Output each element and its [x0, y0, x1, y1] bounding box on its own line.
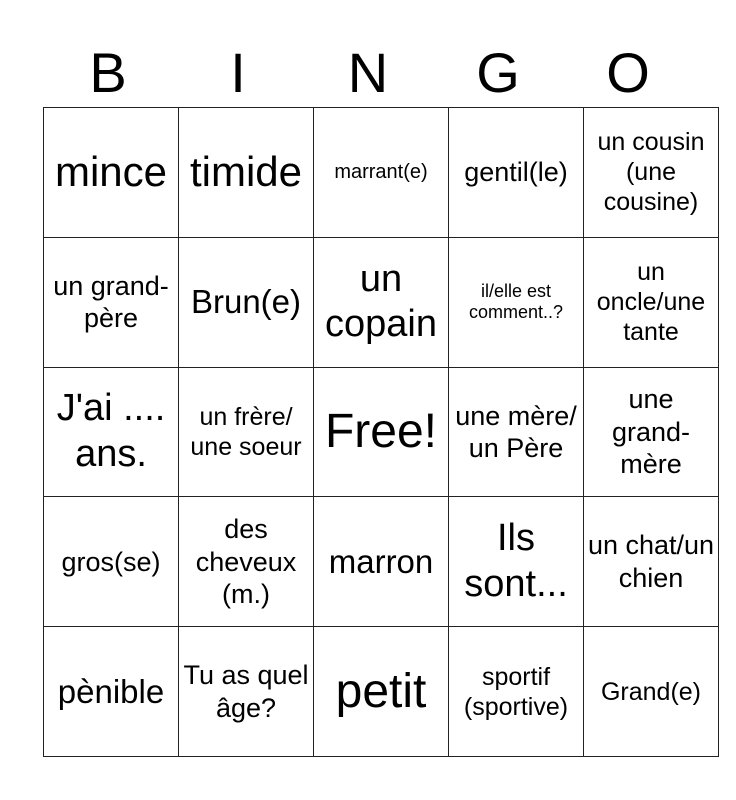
bingo-cell[interactable]: un copain — [314, 237, 449, 367]
bingo-cell[interactable]: Ils sont... — [449, 497, 584, 627]
bingo-cell[interactable]: une grand-mère — [584, 367, 719, 497]
header-letter-i: I — [230, 41, 246, 104]
bingo-cell[interactable]: une mère/ un Père — [449, 367, 584, 497]
bingo-cell[interactable]: un cousin (une cousine) — [584, 108, 719, 238]
header-letter-n: N — [347, 41, 389, 104]
bingo-cell[interactable]: sportif (sportive) — [449, 627, 584, 757]
header-letter-b: B — [89, 41, 127, 104]
bingo-cell[interactable]: des cheveux (m.) — [179, 497, 314, 627]
bingo-cell[interactable]: Brun(e) — [179, 237, 314, 367]
bingo-cell[interactable]: Tu as quel âge? — [179, 627, 314, 757]
bingo-cell[interactable]: un oncle/une tante — [584, 237, 719, 367]
bingo-cell[interactable]: il/elle est comment..? — [449, 237, 584, 367]
free-space-cell[interactable]: Free! — [314, 367, 449, 497]
bingo-cell[interactable]: petit — [314, 627, 449, 757]
grid-row — [44, 627, 719, 757]
bingo-cell[interactable]: timide — [179, 108, 314, 238]
bingo-cell[interactable]: mince — [44, 108, 179, 238]
bingo-cell[interactable]: gros(se) — [44, 497, 179, 627]
grid-row — [44, 237, 719, 367]
bingo-cell[interactable]: pènible — [44, 627, 179, 757]
grid-row — [44, 367, 719, 497]
header-letter-o: O — [606, 41, 650, 104]
bingo-cell[interactable]: J'ai .... ans. — [44, 367, 179, 497]
bingo-cell[interactable]: gentil(le) — [449, 108, 584, 238]
bingo-grid — [43, 107, 719, 757]
grid-row — [44, 497, 719, 627]
bingo-cell[interactable]: un grand-père — [44, 237, 179, 367]
bingo-cell[interactable]: marrant(e) — [314, 108, 449, 238]
bingo-header — [43, 40, 693, 106]
bingo-cell[interactable]: Grand(e) — [584, 627, 719, 757]
grid-row — [44, 108, 719, 238]
bingo-cell[interactable]: un frère/ une soeur — [179, 367, 314, 497]
bingo-cell[interactable]: un chat/un chien — [584, 497, 719, 627]
header-letter-g: G — [476, 41, 520, 104]
bingo-cell[interactable]: marron — [314, 497, 449, 627]
